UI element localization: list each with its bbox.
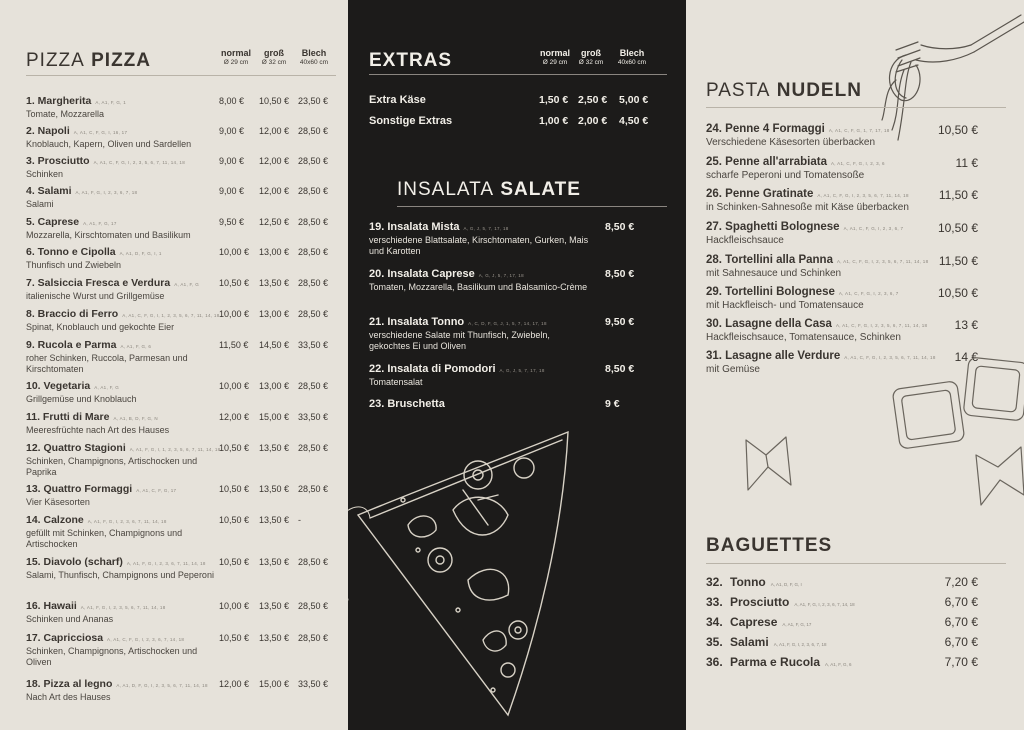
price-blech: 33,50 € xyxy=(298,412,329,422)
price-blech: 28,50 € xyxy=(298,633,329,643)
pizza-name xyxy=(26,339,216,353)
pizza-name-text: 1. Margherita xyxy=(26,95,92,107)
baguette-item xyxy=(706,615,811,629)
pizza-name xyxy=(26,308,220,322)
extra-price-blech: 5,00 € xyxy=(619,94,649,106)
price-blech: 28,50 € xyxy=(298,309,329,319)
pizza-item xyxy=(26,339,216,375)
pizza-item xyxy=(26,600,216,625)
pizza-name xyxy=(26,514,216,528)
extras-col-head-normal: normal Ø 29 cm xyxy=(539,48,570,66)
salad-price: 8,50 € xyxy=(605,268,635,280)
price-gross: 13,50 € xyxy=(259,484,290,494)
pizza-name xyxy=(26,216,216,230)
pizza-name xyxy=(26,125,216,139)
allergen-codes: A, A1, C, F, G, I, 2, 3, 5, 6, 7, 11, 14, 18 xyxy=(844,355,936,360)
price-gross: 12,00 € xyxy=(259,186,290,196)
pizza-description: Mozzarella, Kirschtomaten und Basilikum xyxy=(26,230,191,240)
baguette-price: 7,20 € xyxy=(944,575,978,589)
pasta-title: PASTA NUDELN xyxy=(706,80,862,101)
pasta-name-text: 29. Tortellini Bolognese xyxy=(706,286,835,298)
salad-price: 8,50 € xyxy=(605,363,635,375)
pasta-price: 11 € xyxy=(955,156,978,170)
pizza-description: Vier Käsesorten xyxy=(26,497,90,507)
pizza-item xyxy=(26,442,221,478)
pizza-description: Meeresfrüchte nach Art des Hauses xyxy=(26,425,170,435)
pizza-name xyxy=(26,632,216,646)
pizza-description: Nach Art des Hauses xyxy=(26,692,111,702)
pasta-name xyxy=(706,156,936,170)
pizza-description: Schinken, Champignons, Artischocken und Oliven xyxy=(26,646,198,667)
extra-price-blech: 4,50 € xyxy=(619,115,649,127)
price-normal: 10,00 € xyxy=(219,381,250,391)
salad-item xyxy=(369,363,589,388)
pizza-title: PIZZA PIZZA xyxy=(26,50,152,71)
pizza-name-text: 7. Salsiccia Fresca e Verdura xyxy=(26,277,171,289)
pizza-item xyxy=(26,246,216,271)
pizza-description: Grillgemüse und Knoblauch xyxy=(26,394,137,404)
price-normal: 10,50 € xyxy=(219,557,250,567)
price-normal: 10,00 € xyxy=(219,601,250,611)
price-normal: 9,00 € xyxy=(219,126,245,136)
pizza-item xyxy=(26,308,220,333)
pasta-illustration xyxy=(736,355,1024,525)
pizza-description: italienische Wurst und Grillgemüse xyxy=(26,291,165,301)
pizza-description: Thunfisch und Zwiebeln xyxy=(26,260,122,270)
baguette-number: 34. xyxy=(706,615,723,629)
pizza-item xyxy=(26,632,216,668)
pizza-name-text: 5. Caprese xyxy=(26,216,80,228)
price-blech: 28,50 € xyxy=(298,186,329,196)
pizza-description: Spinat, Knoblauch und gekochte Eier xyxy=(26,322,175,332)
pasta-description: in Schinken-Sahnesoße mit Käse überbacken xyxy=(706,202,909,213)
price-gross: 12,50 € xyxy=(259,217,290,227)
allergen-codes: A, A1, F, G xyxy=(94,385,120,390)
allergen-codes: A, A1, D, F, G, I, 1 xyxy=(119,251,162,256)
pizza-name xyxy=(26,380,216,394)
allergen-codes: A, A1, F, G, I, 2, 3, 6, 7, 11, 14, 18 xyxy=(87,519,167,524)
pasta-description: mit Hackfleisch- und Tomatensauce xyxy=(706,300,864,311)
pizza-name xyxy=(26,277,216,291)
extra-price-gross: 2,50 € xyxy=(578,94,608,106)
baguette-item xyxy=(706,655,852,669)
allergen-codes: A, A1, F, G, 6 xyxy=(825,662,852,667)
pizza-name-text: 8. Braccio di Ferro xyxy=(26,308,119,320)
pizza-name-text: 13. Quattro Formaggi xyxy=(26,483,133,495)
salads-title: INSALATA SALATE xyxy=(397,179,581,200)
pasta-item xyxy=(706,254,936,280)
extra-price-normal: 1,50 € xyxy=(539,94,569,106)
baguette-name: Salami xyxy=(730,635,769,649)
pasta-name xyxy=(706,221,936,235)
salad-item xyxy=(369,268,589,293)
allergen-codes: A, A1, C, F, G, I, 2, 3, 5, 6, 7, 11, 14, 18 xyxy=(93,160,186,165)
allergen-codes: A, A1, F, G, 6 xyxy=(120,344,152,349)
pasta-name-text: 26. Penne Gratinate xyxy=(706,188,814,200)
price-blech: 33,50 € xyxy=(298,679,329,689)
pasta-price: 10,50 € xyxy=(937,286,978,300)
price-gross: 13,50 € xyxy=(259,601,290,611)
salad-name-text: 19. Insalata Mista xyxy=(369,221,460,233)
allergen-codes: A, A1, C, F, G, I, 2, 3, 6, 7, 14, 18 xyxy=(107,637,185,642)
price-gross: 13,50 € xyxy=(259,633,290,643)
allergen-codes: A, A1, C, F, G, I, 2, 3, 6, 7 xyxy=(838,291,899,296)
pizza-name-text: 4. Salami xyxy=(26,185,72,197)
pasta-name xyxy=(706,254,936,268)
price-blech: 28,50 € xyxy=(298,278,329,288)
price-gross: 10,50 € xyxy=(259,96,290,106)
allergen-codes: A, A1, F, G, I, 2, 3, 5, 6, 7, 11, 14, 18 xyxy=(80,605,166,610)
baguette-number: 35. xyxy=(706,635,723,649)
pizza-name xyxy=(26,246,216,260)
pizza-name-text: 10. Vegetaria xyxy=(26,380,91,392)
extras-title: EXTRAS xyxy=(369,50,453,71)
pasta-name-text: 24. Penne 4 Formaggi xyxy=(706,123,825,135)
pizza-description: Salami xyxy=(26,199,54,209)
allergen-codes: A, A1, C, F, G, I, 2, 3, 6, 7 xyxy=(843,226,904,231)
pizza-item xyxy=(26,216,216,241)
pizza-item xyxy=(26,514,216,550)
baguette-price: 6,70 € xyxy=(944,595,978,609)
price-blech: - xyxy=(298,515,301,525)
pasta-description: mit Gemüse xyxy=(706,364,760,375)
pizza-description: Schinken xyxy=(26,169,64,179)
salad-name-text: 21. Insalata Tonno xyxy=(369,316,465,328)
pizza-name xyxy=(26,442,221,456)
pizza-item xyxy=(26,411,216,436)
allergen-codes: A, G, J, 5, 7, 17, 18 xyxy=(463,226,509,231)
baguette-number: 33. xyxy=(706,595,723,609)
price-normal: 10,00 € xyxy=(219,247,250,257)
pasta-name xyxy=(706,318,936,332)
allergen-codes: A, A1, F, G, I, 2, 3, 6, 7, 14, 18 xyxy=(794,602,855,607)
pizza-panel xyxy=(0,0,348,730)
pizza-item xyxy=(26,678,216,703)
pizza-name xyxy=(26,411,216,425)
baguette-price: 7,70 € xyxy=(944,655,978,669)
pizza-name-text: 3. Prosciutto xyxy=(26,155,90,167)
pizza-description: Schinken und Ananas xyxy=(26,614,114,624)
pizza-name-text: 15. Diavolo (scharf) xyxy=(26,556,123,568)
pasta-name xyxy=(706,188,936,202)
allergen-codes: A, A1, D, F, G, I xyxy=(770,582,802,587)
salad-item xyxy=(369,316,589,352)
pizza-item xyxy=(26,185,216,210)
pizza-name xyxy=(26,95,216,109)
pizza-name-text: 2. Napoli xyxy=(26,125,70,137)
allergen-codes: A, A1, C, F, G, I, 2, 3, 6 xyxy=(831,161,885,166)
allergen-codes: A, A1, F, G, 17 xyxy=(83,221,117,226)
allergen-codes: A, A1, F, G, I, 2, 3, 6, 7, 11, 14, 18 xyxy=(126,561,206,566)
allergen-codes: A, A1, C, F, G, 17 xyxy=(136,488,177,493)
price-normal: 11,50 € xyxy=(219,340,249,350)
price-gross: 13,50 € xyxy=(259,557,290,567)
price-gross: 12,00 € xyxy=(259,156,290,166)
pizza-name xyxy=(26,483,216,497)
pasta-price: 10,50 € xyxy=(937,123,978,137)
baguette-name: Tonno xyxy=(730,575,766,589)
price-blech: 28,50 € xyxy=(298,484,329,494)
allergen-codes: A, A1, F, G, 17 xyxy=(782,622,812,627)
pizza-name-text: 6. Tonno e Cipolla xyxy=(26,246,116,258)
price-gross: 12,00 € xyxy=(259,126,290,136)
pizza-name-text: 9. Rucola e Parma xyxy=(26,339,117,351)
allergen-codes: A, C, D, F, G, J, 1, 5, 7, 14, 17, 18 xyxy=(468,321,547,326)
extra-price-gross: 2,00 € xyxy=(578,115,608,127)
pasta-name-text: 30. Lasagne della Casa xyxy=(706,318,832,330)
price-blech: 28,50 € xyxy=(298,156,329,166)
pasta-item xyxy=(706,318,936,344)
extras-rule xyxy=(369,74,667,75)
pasta-description: scharfe Peperoni und Tomatensoße xyxy=(706,170,865,181)
baguette-price: 6,70 € xyxy=(944,635,978,649)
allergen-codes: A, A1, B, D, F, G, N xyxy=(113,416,158,421)
salad-item xyxy=(369,221,589,257)
pasta-price: 13 € xyxy=(954,318,978,332)
salad-description: verschiedene Blattsalate, Kirschtomaten, Gurken, Mais und Karotten xyxy=(369,235,589,256)
pizza-name-text: 14. Calzone xyxy=(26,514,84,526)
allergen-codes: A, A1, C, F, G, I, 16, 17 xyxy=(73,130,128,135)
price-blech: 28,50 € xyxy=(298,557,329,567)
salad-name xyxy=(369,363,589,377)
pasta-item xyxy=(706,221,936,247)
allergen-codes: A, A1, F, G, I, 2, 3, 6, 7, 18 xyxy=(773,642,827,647)
pizza-name xyxy=(26,678,216,692)
pasta-item xyxy=(706,156,936,182)
salad-price: 9 € xyxy=(605,398,620,410)
extra-item: Extra Käse xyxy=(369,94,426,106)
price-normal: 9,50 € xyxy=(219,217,245,227)
pizza-rule xyxy=(26,75,336,76)
extra-item: Sonstige Extras xyxy=(369,115,453,127)
salad-name xyxy=(369,316,589,330)
price-normal: 10,50 € xyxy=(219,633,250,643)
salad-name-text: 23. Bruschetta xyxy=(369,398,445,410)
baguette-item xyxy=(706,575,802,589)
allergen-codes: A, A1, F, G, 1 xyxy=(95,100,127,105)
allergen-codes: A, A1, C, F, G, I, 2, 3, 5, 6, 7, 11, 14, 18 xyxy=(836,259,929,264)
pasta-name-text: 31. Lasagne alle Verdure xyxy=(706,350,841,362)
price-normal: 9,00 € xyxy=(219,186,245,196)
pasta-name xyxy=(706,286,936,300)
pasta-price: 14 € xyxy=(954,350,978,364)
salad-name xyxy=(369,221,589,235)
pizza-name-text: 12. Quattro Stagioni xyxy=(26,442,126,454)
baguettes-title: BAGUETTES xyxy=(706,535,833,556)
pizza-description: Salami, Thunfisch, Champignons und Peperoni xyxy=(26,570,214,580)
price-normal: 10,00 € xyxy=(219,309,250,319)
allergen-codes: A, A1, C, F, G, I, 1, 2, 3, 5, 6, 7, 11, 14, 18 xyxy=(122,313,220,318)
pasta-price: 10,50 € xyxy=(937,221,978,235)
pizza-item xyxy=(26,155,216,180)
price-normal: 12,00 € xyxy=(219,412,250,422)
allergen-codes: A, A1, C, F, G, I, 2, 3, 5, 6, 7, 11, 14, 18 xyxy=(817,193,909,198)
pizza-item xyxy=(26,95,216,120)
salad-price: 8,50 € xyxy=(605,221,635,233)
price-normal: 8,00 € xyxy=(219,96,245,106)
price-normal: 10,50 € xyxy=(219,484,250,494)
salad-description: Tomatensalat xyxy=(369,377,423,387)
price-blech: 33,50 € xyxy=(298,340,329,350)
price-gross: 15,00 € xyxy=(259,679,290,689)
pizza-description: Tomate, Mozzarella xyxy=(26,109,105,119)
price-normal: 10,50 € xyxy=(219,443,250,453)
salad-description: verschiedene Salate mit Thunfisch, Zwiebeln, gekochtes Ei und Oliven xyxy=(369,330,550,351)
extras-salads-panel xyxy=(348,0,686,730)
price-blech: 28,50 € xyxy=(298,247,329,257)
allergen-codes: A, A1, F, G, I, 1, 2, 3, 5, 6, 7, 11, 14, 18 xyxy=(129,447,221,452)
col-head-gross: groß Ø 32 cm xyxy=(261,48,287,66)
price-gross: 14,50 € xyxy=(259,340,290,350)
price-gross: 13,50 € xyxy=(259,443,290,453)
salad-name-text: 20. Insalata Caprese xyxy=(369,268,475,280)
price-blech: 28,50 € xyxy=(298,381,329,391)
price-blech: 28,50 € xyxy=(298,443,329,453)
salads-rule xyxy=(397,206,667,207)
pizza-item xyxy=(26,483,216,508)
price-blech: 23,50 € xyxy=(298,96,329,106)
extra-price-normal: 1,00 € xyxy=(539,115,569,127)
baguette-number: 32. xyxy=(706,575,723,589)
pizza-item xyxy=(26,556,216,581)
pizza-name-text: 11. Frutti di Mare xyxy=(26,411,110,423)
pasta-description: mit Sahnesauce und Schinken xyxy=(706,268,842,279)
pizza-name xyxy=(26,600,216,614)
pizza-item xyxy=(26,277,216,302)
extras-col-head-gross: groß Ø 32 cm xyxy=(578,48,604,66)
pizza-description: roher Schinken, Ruccola, Parmesan und Kirschtomaten xyxy=(26,353,188,374)
allergen-codes: A, A1, F, G xyxy=(174,282,199,287)
pasta-name xyxy=(706,123,936,137)
col-head-blech: Blech 40x60 cm xyxy=(299,48,329,66)
pizza-item xyxy=(26,125,216,150)
price-normal: 12,00 € xyxy=(219,679,250,689)
salad-description: Tomaten, Mozzarella, Basilikum und Balsamico-Crème xyxy=(369,282,588,292)
baguette-number: 36. xyxy=(706,655,723,669)
pasta-item xyxy=(706,123,936,149)
pasta-item xyxy=(706,286,936,312)
allergen-codes: A, G, J, 5, 7, 17, 18 xyxy=(499,368,545,373)
pasta-name-text: 25. Penne all'arrabiata xyxy=(706,156,827,168)
salad-item xyxy=(369,398,589,410)
pizza-name xyxy=(26,155,216,169)
pasta-price: 11,50 € xyxy=(938,254,978,268)
col-head-normal: normal Ø 29 cm xyxy=(220,48,251,66)
pizza-name xyxy=(26,185,216,199)
price-blech: 28,50 € xyxy=(298,126,329,136)
salad-name xyxy=(369,398,589,410)
pasta-description: Hackfleischsauce, Tomatensauce, Schinken xyxy=(706,332,901,343)
price-gross: 13,00 € xyxy=(259,247,290,257)
pasta-description: Verschiedene Käsesorten überbacken xyxy=(706,137,876,148)
price-gross: 13,00 € xyxy=(259,381,290,391)
pizza-name-text: 17. Capricciosa xyxy=(26,632,104,644)
price-normal: 9,00 € xyxy=(219,156,245,166)
pizza-description: gefüllt mit Schinken, Champignons und Artischocken xyxy=(26,528,183,549)
baguette-item xyxy=(706,595,855,609)
pizza-description: Schinken, Champignons, Artischocken und Paprika xyxy=(26,456,198,477)
price-gross: 13,50 € xyxy=(259,515,290,525)
price-gross: 13,50 € xyxy=(259,278,290,288)
baguette-item xyxy=(706,635,826,649)
price-normal: 10,50 € xyxy=(219,515,250,525)
pasta-name-text: 27. Spaghetti Bolognese xyxy=(706,221,840,233)
extras-col-head-blech: Blech 40x60 cm xyxy=(617,48,647,66)
pasta-item xyxy=(706,188,936,214)
allergen-codes: A, A1, C, F, G, 1, 7, 17, 18 xyxy=(828,128,890,133)
baguette-name: Caprese xyxy=(730,615,778,629)
pizza-name-text: 16. Hawaii xyxy=(26,600,77,612)
pizza-slice-illustration xyxy=(348,430,588,730)
pizza-item xyxy=(26,380,216,405)
baguette-price: 6,70 € xyxy=(944,615,978,629)
salad-name-text: 22. Insalata di Pomodori xyxy=(369,363,496,375)
price-gross: 15,00 € xyxy=(259,412,290,422)
allergen-codes: A, G, J, 5, 7, 17, 18 xyxy=(478,273,524,278)
price-normal: 10,50 € xyxy=(219,278,250,288)
pizza-name xyxy=(26,556,216,570)
allergen-codes: A, A1, D, F, G, I, 2, 3, 5, 6, 7, 11, 14, 18 xyxy=(116,683,208,688)
pasta-name-text: 28. Tortellini alla Panna xyxy=(706,254,833,266)
pasta-price: 11,50 € xyxy=(938,188,978,202)
price-blech: 28,50 € xyxy=(298,217,329,227)
baguette-name: Parma e Rucola xyxy=(730,655,821,669)
price-gross: 13,00 € xyxy=(259,309,290,319)
price-blech: 28,50 € xyxy=(298,601,329,611)
baguette-name: Prosciutto xyxy=(730,595,790,609)
salad-price: 9,50 € xyxy=(605,316,635,328)
pasta-rule xyxy=(706,107,1006,108)
pasta-description: Hackfleischsauce xyxy=(706,235,784,246)
baguettes-rule xyxy=(706,563,1006,564)
pizza-description: Knoblauch, Kapern, Oliven und Sardellen xyxy=(26,139,192,149)
allergen-codes: A, A1, F, G, I, 2, 3, 6, 7, 18 xyxy=(75,190,138,195)
salad-name xyxy=(369,268,589,282)
pasta-baguettes-panel xyxy=(686,0,1024,730)
allergen-codes: A, A1, C, F, G, I, 2, 3, 5, 6, 7, 11, 14, 18 xyxy=(835,323,928,328)
pizza-name-text: 18. Pizza al legno xyxy=(26,678,113,690)
